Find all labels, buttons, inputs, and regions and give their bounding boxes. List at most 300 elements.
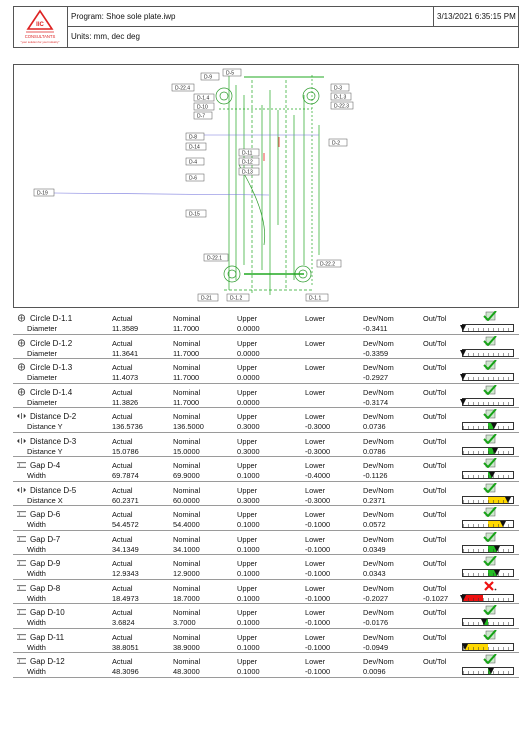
- tolerance-gauge: [462, 447, 514, 455]
- column-header-lower: Lower: [305, 657, 326, 666]
- tolerance-gauge: [462, 545, 514, 553]
- gauge-marker: [489, 472, 495, 478]
- result-row: [13, 604, 519, 629]
- value-devnom: 0.0096: [363, 667, 386, 676]
- value-nominal: 3.7000: [173, 618, 196, 627]
- value-nominal: 11.7000: [173, 397, 200, 407]
- gap-feature-icon: [17, 608, 30, 617]
- pass-check-icon: [483, 336, 497, 349]
- svg-text:D-7: D-7: [197, 113, 206, 120]
- column-header-nominal: Nominal: [173, 632, 201, 642]
- column-header-actual: Actual: [112, 363, 133, 372]
- pass-check-icon: [483, 507, 497, 520]
- feature-name: Distance D-3: [17, 437, 76, 446]
- value-devnom: 0.0572: [363, 520, 386, 529]
- gauge-ticks: [463, 426, 513, 429]
- value-outtol: -0.1027: [423, 593, 449, 603]
- units-label: Units: mm, dec deg: [71, 32, 140, 41]
- result-row: [13, 580, 519, 605]
- value-lower: -0.3000: [305, 446, 331, 456]
- gauge-marker: [492, 448, 498, 454]
- column-header-lower: Lower: [305, 510, 326, 519]
- drawing-label: [239, 168, 259, 176]
- column-header-devnom: Dev/Nom: [363, 412, 394, 421]
- value-devnom: -0.2027: [363, 593, 389, 603]
- value-upper: 0.1000: [237, 520, 260, 529]
- column-header-nominal: Nominal: [173, 510, 201, 519]
- column-header-devnom: Dev/Nom: [363, 534, 394, 544]
- column-header-actual: Actual: [112, 657, 133, 666]
- gauge-marker: [500, 521, 506, 527]
- value-upper: 0.1000: [237, 471, 260, 480]
- column-header-devnom: Dev/Nom: [363, 314, 394, 323]
- result-row: [13, 457, 519, 482]
- column-header-actual: Actual: [112, 436, 133, 446]
- column-header-outtol: Out/Tol: [423, 314, 447, 323]
- value-devnom: 0.0349: [363, 544, 386, 554]
- column-header-outtol: Out/Tol: [423, 387, 447, 397]
- circle-feature-icon: [17, 339, 30, 348]
- value-actual: 11.3826: [112, 397, 139, 407]
- value-upper: 0.3000: [237, 446, 260, 456]
- column-header-nominal: Nominal: [173, 436, 201, 446]
- result-row: [13, 482, 519, 507]
- column-header-devnom: Dev/Nom: [363, 608, 394, 617]
- svg-text:D-22.1: D-22.1: [207, 255, 223, 262]
- gauge-marker: [488, 668, 494, 674]
- column-header-outtol: Out/Tol: [423, 485, 447, 495]
- svg-text:D-2: D-2: [332, 140, 341, 147]
- svg-text:D-13: D-13: [242, 169, 253, 176]
- value-actual: 11.3641: [112, 348, 139, 358]
- value-devnom: 0.0343: [363, 569, 386, 578]
- value-actual: 69.7874: [112, 471, 139, 480]
- value-upper: 0.0000: [237, 373, 260, 382]
- gap-feature-icon: [17, 461, 30, 470]
- gap-feature-icon: [17, 657, 30, 666]
- value-upper: 0.3000: [237, 422, 260, 431]
- gauge-ticks: [463, 549, 513, 552]
- value-lower: -0.1000: [305, 593, 331, 603]
- column-header-actual: Actual: [112, 461, 133, 470]
- gauge-ticks: [463, 524, 513, 527]
- value-nominal: 54.4000: [173, 520, 200, 529]
- feature-property: Width: [27, 593, 46, 603]
- value-actual: 11.4073: [112, 373, 139, 382]
- column-header-devnom: Dev/Nom: [363, 583, 394, 593]
- gauge-ticks: [463, 598, 513, 601]
- column-header-lower: Lower: [305, 314, 326, 323]
- column-header-actual: Actual: [112, 485, 133, 495]
- column-header-upper: Upper: [237, 412, 258, 421]
- column-header-nominal: Nominal: [173, 314, 201, 323]
- value-nominal: 18.7000: [173, 593, 200, 603]
- drawing-label: [186, 143, 206, 151]
- report-datetime: 3/13/2021 6:35:15 PM: [434, 7, 518, 27]
- gauge-marker: [505, 497, 511, 503]
- value-lower: -0.1000: [305, 642, 331, 652]
- distance-feature-icon: [17, 486, 30, 495]
- column-header-nominal: Nominal: [173, 657, 201, 666]
- column-header-actual: Actual: [112, 338, 133, 348]
- value-nominal: 34.1000: [173, 544, 200, 554]
- svg-text:D-1.4: D-1.4: [197, 95, 210, 102]
- column-header-upper: Upper: [237, 363, 258, 372]
- value-devnom: -0.1126: [363, 471, 388, 480]
- value-devnom: -0.3411: [363, 324, 388, 333]
- tolerance-gauge: [462, 520, 514, 528]
- svg-text:D-19: D-19: [37, 190, 48, 197]
- drawing-label: [186, 133, 204, 141]
- gap-feature-icon: [17, 559, 30, 568]
- column-header-outtol: Out/Tol: [423, 657, 447, 666]
- value-upper: 0.1000: [237, 618, 260, 627]
- drawing-label: [172, 84, 194, 92]
- gauge-marker: [460, 350, 466, 356]
- value-nominal: 38.9000: [173, 642, 200, 652]
- result-row: [13, 506, 519, 531]
- results-table: [13, 310, 519, 678]
- column-header-upper: Upper: [237, 387, 258, 397]
- column-header-lower: Lower: [305, 363, 326, 372]
- feature-name: Gap D-9: [17, 559, 60, 568]
- value-nominal: 11.7000: [173, 348, 200, 358]
- column-header-upper: Upper: [237, 608, 258, 617]
- pass-check-icon: [483, 605, 497, 618]
- column-header-actual: Actual: [112, 412, 133, 421]
- gauge-marker: [481, 619, 487, 625]
- column-header-lower: Lower: [305, 632, 326, 642]
- gauge-ticks: [463, 573, 513, 576]
- tolerance-gauge: [462, 422, 514, 430]
- feature-name: Distance D-5: [17, 486, 76, 495]
- feature-name: Gap D-7: [17, 535, 60, 544]
- drawing-label: [317, 260, 341, 268]
- result-row: [13, 335, 519, 360]
- drawing-label: [331, 93, 351, 101]
- feature-property: Width: [27, 569, 46, 578]
- svg-text:D-14: D-14: [189, 144, 200, 151]
- feature-name: Gap D-8: [17, 584, 60, 593]
- column-header-actual: Actual: [112, 632, 133, 642]
- column-header-lower: Lower: [305, 608, 326, 617]
- value-upper: 0.0000: [237, 348, 260, 358]
- column-header-nominal: Nominal: [173, 608, 201, 617]
- column-header-lower: Lower: [305, 436, 326, 446]
- gap-feature-icon: [17, 633, 30, 642]
- result-row: [13, 555, 519, 580]
- column-header-outtol: Out/Tol: [423, 534, 447, 544]
- circle-feature-icon: [17, 388, 30, 397]
- feature-property: Diameter: [27, 348, 57, 358]
- tolerance-gauge: [462, 667, 514, 675]
- column-header-actual: Actual: [112, 314, 133, 323]
- value-upper: 0.3000: [237, 495, 260, 505]
- value-devnom: 0.2371: [363, 495, 386, 505]
- svg-text:D-22.4: D-22.4: [175, 85, 191, 92]
- feature-property: Distance Y: [27, 446, 63, 456]
- tolerance-gauge: [462, 594, 514, 602]
- distance-feature-icon: [17, 437, 30, 446]
- column-header-nominal: Nominal: [173, 363, 201, 372]
- pass-check-icon: [483, 532, 497, 545]
- column-header-devnom: Dev/Nom: [363, 510, 394, 519]
- column-header-upper: Upper: [237, 559, 258, 568]
- gap-feature-icon: [17, 535, 30, 544]
- drawing-label: [34, 189, 54, 197]
- svg-text:D-12: D-12: [242, 159, 253, 166]
- value-upper: 0.0000: [237, 324, 260, 333]
- feature-property: Distance X: [27, 495, 63, 505]
- value-lower: -0.1000: [305, 569, 331, 578]
- column-header-devnom: Dev/Nom: [363, 436, 394, 446]
- feature-name: Gap D-4: [17, 461, 60, 470]
- feature-name: Gap D-11: [17, 633, 64, 642]
- value-devnom: -0.0176: [363, 618, 389, 627]
- value-actual: 48.3096: [112, 667, 139, 676]
- svg-text:D-22.2: D-22.2: [320, 261, 336, 268]
- value-nominal: 69.9000: [173, 471, 200, 480]
- value-nominal: 60.0000: [173, 495, 200, 505]
- svg-text:"your solution for your indust: "your solution for your industry": [20, 40, 60, 44]
- svg-text:D-22.3: D-22.3: [334, 103, 350, 110]
- svg-text:D-1.3: D-1.3: [334, 94, 347, 101]
- value-actual: 15.0786: [112, 446, 139, 456]
- drawing-label: [204, 254, 228, 262]
- column-header-upper: Upper: [237, 657, 258, 666]
- drawing-label: [186, 158, 204, 166]
- column-header-outtol: Out/Tol: [423, 412, 447, 421]
- feature-name: Distance D-2: [17, 412, 76, 421]
- result-row: [13, 310, 519, 335]
- part-drawing: [13, 64, 519, 308]
- value-nominal: 12.9000: [173, 569, 200, 578]
- column-header-actual: Actual: [112, 534, 133, 544]
- tolerance-gauge: [462, 324, 514, 332]
- drawing-label: [198, 294, 218, 302]
- svg-text:D-21: D-21: [201, 295, 212, 302]
- column-header-lower: Lower: [305, 485, 326, 495]
- feature-property: Diameter: [27, 324, 57, 333]
- column-header-actual: Actual: [112, 559, 133, 568]
- value-lower: -0.3000: [305, 422, 331, 431]
- drawing-label: [223, 69, 241, 77]
- value-devnom: -0.2927: [363, 373, 389, 382]
- drawing-label: [239, 149, 259, 157]
- tolerance-gauge: [462, 471, 514, 479]
- tolerance-gauge: [462, 618, 514, 626]
- column-header-lower: Lower: [305, 338, 326, 348]
- drawing-label: [186, 210, 206, 218]
- column-header-upper: Upper: [237, 534, 258, 544]
- column-header-upper: Upper: [237, 461, 258, 470]
- value-nominal: 15.0000: [173, 446, 200, 456]
- gauge-ticks: [463, 377, 513, 380]
- value-nominal: 48.3000: [173, 667, 200, 676]
- value-actual: 136.5736: [112, 422, 143, 431]
- drawing-label: [329, 139, 347, 147]
- drawing-label: [331, 84, 349, 92]
- report-header: [13, 6, 519, 48]
- column-header-outtol: Out/Tol: [423, 436, 447, 446]
- tolerance-gauge: [462, 569, 514, 577]
- gauge-ticks: [463, 647, 513, 650]
- column-header-actual: Actual: [112, 608, 133, 617]
- feature-property: Width: [27, 520, 46, 529]
- result-row: [13, 653, 519, 678]
- column-header-actual: Actual: [112, 387, 133, 397]
- feature-property: Width: [27, 618, 46, 627]
- column-header-nominal: Nominal: [173, 412, 201, 421]
- column-header-nominal: Nominal: [173, 485, 201, 495]
- svg-text:IIC: IIC: [36, 22, 44, 28]
- value-actual: 54.4572: [112, 520, 139, 529]
- column-header-nominal: Nominal: [173, 461, 201, 470]
- drawing-label: [194, 94, 214, 102]
- feature-property: Width: [27, 667, 46, 676]
- feature-name: Circle D-1.3: [17, 363, 72, 372]
- gauge-ticks: [463, 622, 513, 625]
- value-actual: 12.9343: [112, 569, 139, 578]
- value-actual: 18.4973: [112, 593, 139, 603]
- gauge-marker: [460, 325, 466, 331]
- svg-text:D-1.2: D-1.2: [230, 295, 243, 302]
- value-actual: 60.2371: [112, 495, 139, 505]
- svg-text:D-1.1: D-1.1: [309, 295, 322, 302]
- gauge-ticks: [463, 451, 513, 454]
- pass-check-icon: [483, 360, 497, 373]
- column-header-outtol: Out/Tol: [423, 461, 447, 470]
- column-header-actual: Actual: [112, 583, 133, 593]
- value-lower: -0.1000: [305, 618, 331, 627]
- gauge-marker: [494, 570, 500, 576]
- column-header-outtol: Out/Tol: [423, 510, 447, 519]
- drawing-label: [194, 112, 212, 120]
- tolerance-gauge: [462, 643, 514, 651]
- feature-property: Width: [27, 544, 46, 554]
- result-row: [13, 531, 519, 556]
- pass-check-icon: [483, 311, 497, 324]
- drawing-label: [239, 158, 259, 166]
- pass-check-icon: [483, 409, 497, 422]
- column-header-devnom: Dev/Nom: [363, 657, 394, 666]
- circle-feature-icon: [17, 314, 30, 323]
- result-row: [13, 433, 519, 458]
- column-header-devnom: Dev/Nom: [363, 461, 394, 470]
- feature-name: Gap D-12: [17, 657, 65, 666]
- column-header-outtol: Out/Tol: [423, 559, 447, 568]
- fail-x-icon: [483, 581, 497, 594]
- column-header-devnom: Dev/Nom: [363, 338, 394, 348]
- column-header-nominal: Nominal: [173, 534, 201, 544]
- gap-feature-icon: [17, 584, 30, 593]
- feature-property: Width: [27, 471, 46, 480]
- svg-text:D-5: D-5: [226, 70, 235, 77]
- value-devnom: -0.3174: [363, 397, 389, 407]
- drawing-label: [227, 294, 249, 302]
- column-header-lower: Lower: [305, 534, 326, 544]
- feature-name: Gap D-6: [17, 510, 60, 519]
- tolerance-gauge: [462, 496, 514, 504]
- column-header-upper: Upper: [237, 436, 258, 446]
- feature-name: Circle D-1.2: [17, 339, 72, 348]
- column-header-nominal: Nominal: [173, 338, 201, 348]
- value-nominal: 11.7000: [173, 373, 200, 382]
- column-header-outtol: Out/Tol: [423, 583, 447, 593]
- column-header-upper: Upper: [237, 632, 258, 642]
- pass-check-icon: [483, 483, 497, 496]
- value-upper: 0.1000: [237, 642, 260, 652]
- svg-text:D-4: D-4: [189, 159, 198, 166]
- column-header-upper: Upper: [237, 510, 258, 519]
- drawing-label: [331, 102, 353, 110]
- value-devnom: 0.0786: [363, 446, 386, 456]
- column-header-upper: Upper: [237, 314, 258, 323]
- value-devnom: 0.0736: [363, 422, 386, 431]
- column-header-devnom: Dev/Nom: [363, 363, 394, 372]
- svg-text:D-6: D-6: [189, 175, 198, 182]
- gauge-marker: [460, 399, 466, 405]
- feature-property: Diameter: [27, 397, 57, 407]
- distance-feature-icon: [17, 412, 30, 421]
- value-lower: -0.3000: [305, 495, 331, 505]
- gauge-marker: [494, 546, 500, 552]
- gauge-marker: [460, 374, 466, 380]
- value-lower: -0.4000: [305, 471, 331, 480]
- circle-feature-icon: [17, 363, 30, 372]
- svg-text:D-10: D-10: [197, 104, 208, 111]
- program-name: Program: Shoe sole plate.iwp: [67, 7, 434, 27]
- feature-property: Diameter: [27, 373, 57, 382]
- value-actual: 11.3589: [112, 324, 139, 333]
- column-header-upper: Upper: [237, 485, 258, 495]
- value-upper: 0.1000: [237, 544, 260, 554]
- pass-check-icon: [483, 458, 497, 471]
- column-header-outtol: Out/Tol: [423, 608, 447, 617]
- column-header-devnom: Dev/Nom: [363, 559, 394, 568]
- gauge-ticks: [463, 328, 513, 331]
- svg-text:CONSULTANTS: CONSULTANTS: [24, 34, 56, 39]
- svg-text:D-9: D-9: [204, 74, 213, 81]
- svg-text:D-11: D-11: [242, 150, 253, 157]
- column-header-devnom: Dev/Nom: [363, 632, 394, 642]
- column-header-upper: Upper: [237, 583, 258, 593]
- value-lower: -0.1000: [305, 520, 331, 529]
- gauge-marker: [491, 423, 497, 429]
- column-header-lower: Lower: [305, 412, 326, 421]
- column-header-outtol: Out/Tol: [423, 363, 447, 372]
- company-logo: [14, 7, 68, 47]
- column-header-nominal: Nominal: [173, 387, 201, 397]
- result-row: [13, 359, 519, 384]
- column-header-lower: Lower: [305, 387, 326, 397]
- column-header-devnom: Dev/Nom: [363, 387, 394, 397]
- tolerance-gauge: [462, 398, 514, 406]
- pass-check-icon: [483, 630, 497, 643]
- value-upper: 0.1000: [237, 569, 260, 578]
- result-row: [13, 384, 519, 409]
- feature-name: Gap D-10: [17, 608, 65, 617]
- drawing-label: [306, 294, 328, 302]
- value-devnom: -0.0949: [363, 642, 389, 652]
- column-header-outtol: Out/Tol: [423, 338, 447, 348]
- column-header-devnom: Dev/Nom: [363, 485, 394, 495]
- drawing-label: [194, 103, 214, 111]
- column-header-lower: Lower: [305, 583, 326, 593]
- value-upper: 0.0000: [237, 397, 260, 407]
- gap-feature-icon: [17, 510, 30, 519]
- column-header-nominal: Nominal: [173, 583, 201, 593]
